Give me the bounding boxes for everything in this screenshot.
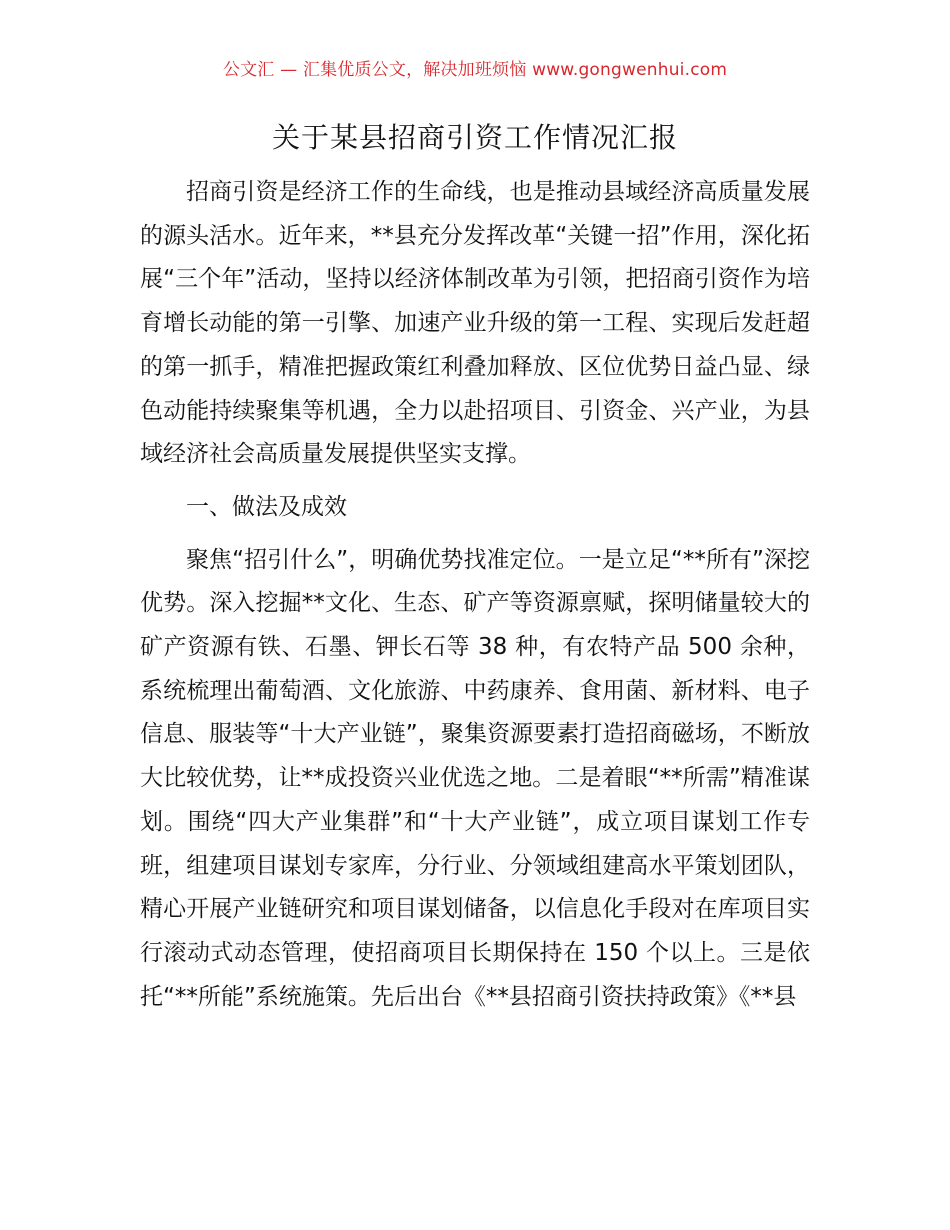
- document-body: [140, 171, 810, 1019]
- body-paragraph: 聚焦“招引什么”，明确优势找准定位。一是立足“**所有”深挖优势。深入挖掘**文化、生态、矿产等资源禀赋，探明储量较大的矿产资源有铁、石墨、钾长石等 38 种，有农特产品 500 余种，系统梳理出葡萄酒、文化旅游、中药康养、食用菌、新材料、电子信息、服装等“十大产业链”，聚集资源要素打造招商磁场，不断放大比较优势，让**成投资兴业优选之地。二是着眼“**所需”精准谋划。围绕“四大产业集群”和“十大产业链”，成立项目谋划工作专班，组建项目谋划专家库，分行业、分领域组建高水平策划团队，精心开展产业链研究和项目谋划储备，以信息化手段对在库项目实行滚动式动态管理，使招商项目长期保持在 150 个以上。三是依托“**所能”系统施策。先后出台《**县招商引资扶持政策》《**县: [140, 546, 810, 1010]
- document-title: 关于某县招商引资工作情况汇报: [271, 121, 678, 154]
- intro-paragraph: 招商引资是经济工作的生命线，也是推动县域经济高质量发展的源头活水。近年来，**县充分发挥改革“关键一招”作用，深化拓展“三个年”活动，坚持以经济体制改革为引领，把招商引资作为培育增长动能的第一引擎、加速产业升级的第一工程、实现后发赶超的第一抓手，精准把握政策红利叠加释放、区位优势日益凸显、绿色动能持续聚集等机遇，全力以赴招项目、引资金、兴产业，为县域经济社会高质量发展提供坚实支撑。: [140, 179, 810, 468]
- section-heading: 一、做法及成效: [186, 493, 347, 520]
- site-banner: 公文汇 — 汇集优质公文，解决加班烦恼 www.gongwenhui.com: [222, 60, 728, 80]
